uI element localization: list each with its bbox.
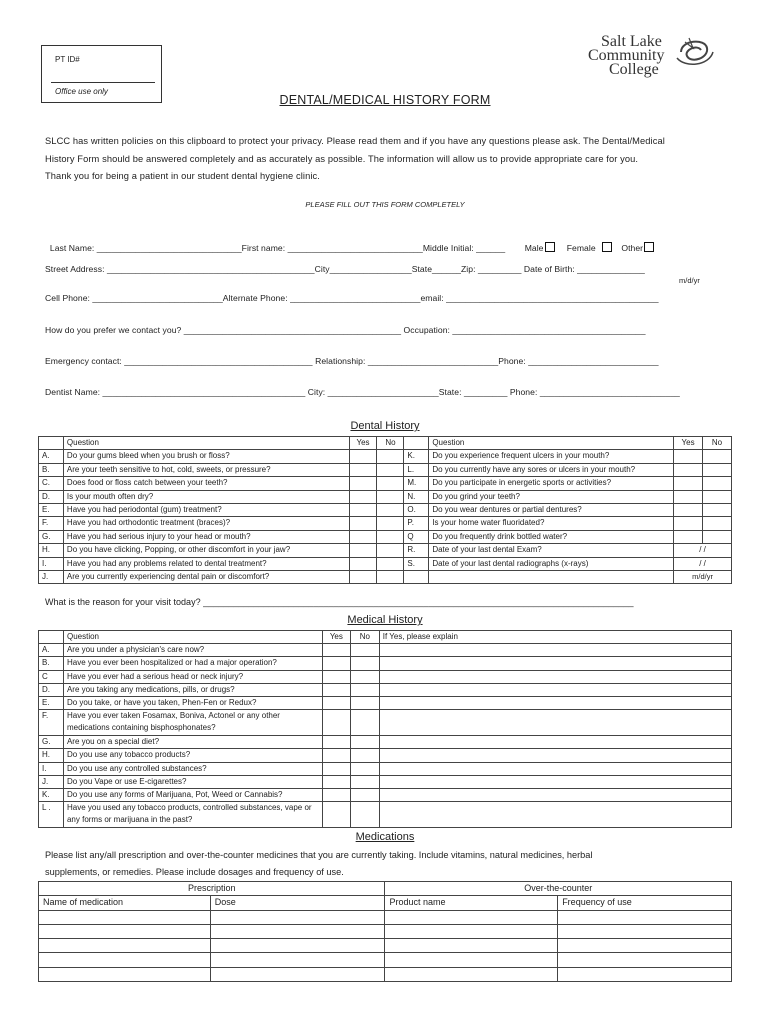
medical-question: Have you ever been hospitalized or had a major operation?: [63, 657, 322, 670]
dental-row: [39, 530, 732, 543]
medical-letter: A.: [39, 644, 64, 657]
dental-yes-cell[interactable]: [349, 490, 377, 503]
medical-no-cell[interactable]: [350, 657, 379, 670]
dental-question: Are you currently experiencing dental pain or discomfort?: [63, 570, 349, 583]
medical-letter: D.: [39, 683, 64, 696]
medication-cell[interactable]: [210, 953, 385, 967]
medication-row[interactable]: [39, 953, 732, 967]
medication-row[interactable]: [39, 924, 732, 938]
medical-question: Are you under a physician's care now?: [63, 644, 322, 657]
medical-history-table: [38, 630, 732, 828]
logo-line-3: College: [609, 61, 659, 78]
dental-answer-cell[interactable]: [674, 517, 703, 530]
visit-reason-field[interactable]: What is the reason for your visit today? ______________________________________________________________________________________: [45, 597, 634, 607]
dental-no-cell[interactable]: [377, 557, 404, 570]
dental-yes-cell[interactable]: [349, 544, 377, 557]
pt-id-line[interactable]: [51, 82, 155, 83]
name-row[interactable]: [45, 232, 654, 253]
medication-row[interactable]: [39, 939, 732, 953]
dental-yes-header-right: Yes: [674, 437, 703, 450]
dental-question: Does food or floss catch between your teeth?: [63, 477, 349, 490]
dental-no-cell[interactable]: [703, 503, 732, 516]
medical-no-cell[interactable]: [350, 670, 379, 683]
medical-no-cell[interactable]: [350, 644, 379, 657]
medication-cell[interactable]: [210, 910, 385, 924]
dental-no-cell[interactable]: [703, 477, 732, 490]
medical-yes-cell[interactable]: [322, 657, 350, 670]
medical-history-title: Medical History: [347, 614, 423, 626]
dental-row: [39, 517, 732, 530]
medication-cell[interactable]: [558, 939, 732, 953]
medication-cell[interactable]: [385, 939, 558, 953]
dental-row: [39, 450, 732, 463]
intro-line-3: Thank you for being a patient in our student dental hygiene clinic.: [45, 171, 320, 181]
medical-yes-cell[interactable]: [322, 696, 350, 709]
medical-letter: B.: [39, 657, 64, 670]
dental-header-row: [39, 437, 732, 450]
medication-cell[interactable]: [558, 967, 732, 981]
medication-cell[interactable]: [385, 953, 558, 967]
medical-explain-cell[interactable]: [379, 762, 731, 775]
dental-no-cell[interactable]: [377, 463, 404, 476]
dose-header: Dose: [210, 896, 385, 910]
dental-question: Is your home water fluoridated?: [429, 517, 674, 530]
medical-letter: F.: [39, 710, 64, 736]
medical-question: Have you ever taken Fosamax, Boniva, Actonel or any other medications containing bisphosphonates?: [63, 710, 322, 736]
dental-letter: H.: [39, 544, 64, 557]
dental-yes-cell[interactable]: [349, 477, 377, 490]
dental-history-table: [38, 436, 732, 584]
medical-no-cell[interactable]: [350, 696, 379, 709]
product-name-header: Product name: [385, 896, 558, 910]
dental-question: Do your gums bleed when you brush or floss?: [63, 450, 349, 463]
dental-row: [39, 557, 732, 570]
dental-question: Date of your last dental radiographs (x-rays): [429, 557, 674, 570]
medical-row: [39, 710, 732, 736]
female-label: Female: [566, 243, 596, 253]
dental-letter: A.: [39, 450, 64, 463]
other-checkbox[interactable]: [644, 242, 654, 252]
dental-no-cell[interactable]: [377, 517, 404, 530]
dental-question: Have you had any problems related to dental treatment?: [63, 557, 349, 570]
medication-cell[interactable]: [39, 924, 211, 938]
office-use-label: Office use only: [55, 87, 108, 96]
dental-answer-cell[interactable]: [674, 503, 703, 516]
dental-yes-cell[interactable]: [349, 503, 377, 516]
medication-cell[interactable]: [385, 924, 558, 938]
dental-letter: M.: [404, 477, 429, 490]
medical-explain-cell[interactable]: [379, 710, 731, 736]
medical-no-cell[interactable]: [350, 775, 379, 788]
dental-question: Do you have clicking, Popping, or other discomfort in your jaw?: [63, 544, 349, 557]
medications-table: [38, 881, 732, 982]
medical-no-cell[interactable]: [350, 710, 379, 736]
dental-question: Have you had orthodontic treatment (braces)?: [63, 517, 349, 530]
medication-cell[interactable]: [39, 967, 211, 981]
dental-letter: E.: [39, 503, 64, 516]
dental-no-cell[interactable]: [377, 503, 404, 516]
dental-letter: B.: [39, 463, 64, 476]
medical-letter: G.: [39, 736, 64, 749]
dental-no-cell[interactable]: [703, 530, 732, 543]
medication-cell[interactable]: [558, 924, 732, 938]
dental-row: [39, 490, 732, 503]
please-fill-note: PLEASE FILL OUT THIS FORM COMPLETELY: [305, 200, 465, 209]
medical-row: [39, 644, 732, 657]
dental-answer-cell[interactable]: [674, 490, 703, 503]
dental-row: [39, 463, 732, 476]
medical-explain-header: If Yes, please explain: [379, 631, 731, 644]
medication-cell[interactable]: [558, 910, 732, 924]
dental-answer-cell[interactable]: [674, 450, 703, 463]
medical-yes-cell[interactable]: [322, 749, 350, 762]
dental-question-header-right: Question: [429, 437, 674, 450]
medical-letter: L .: [39, 802, 64, 828]
medications-group-row: [39, 882, 732, 896]
dental-letter: C.: [39, 477, 64, 490]
medical-yes-cell[interactable]: [322, 775, 350, 788]
medical-no-cell[interactable]: [350, 802, 379, 828]
medical-explain-cell[interactable]: [379, 696, 731, 709]
medication-cell[interactable]: [385, 967, 558, 981]
medications-title: Medications: [355, 831, 415, 843]
medical-no-cell[interactable]: [350, 749, 379, 762]
dental-no-cell[interactable]: [703, 463, 732, 476]
dental-yes-cell[interactable]: [349, 557, 377, 570]
dental-question: Do you experience frequent ulcers in your mouth?: [429, 450, 674, 463]
medication-row[interactable]: [39, 967, 732, 981]
dob-format-label: m/d/yr: [679, 276, 700, 285]
slcc-logo: [587, 32, 717, 82]
medication-cell[interactable]: [558, 953, 732, 967]
medical-explain-cell[interactable]: [379, 657, 731, 670]
medication-cell[interactable]: [39, 953, 211, 967]
logo-swirl-icon: [675, 34, 715, 70]
phone-email-fields[interactable]: Cell Phone: ___________________________Alternate Phone: ___________________________email: ____________________________________________: [45, 293, 659, 303]
dental-row: [39, 503, 732, 516]
medical-explain-cell[interactable]: [379, 683, 731, 696]
medical-row: [39, 788, 732, 801]
medical-question: Do you use any controlled substances?: [63, 762, 322, 775]
dental-answer-cell[interactable]: [674, 477, 703, 490]
logo-line-1: Salt Lake: [601, 33, 662, 50]
dental-yes-cell[interactable]: [349, 463, 377, 476]
dental-no-cell[interactable]: [377, 450, 404, 463]
dental-letter: L.: [404, 463, 429, 476]
dental-history-title: Dental History: [350, 420, 420, 432]
medical-yes-cell[interactable]: [322, 710, 350, 736]
female-checkbox[interactable]: [602, 242, 612, 252]
medical-row: [39, 657, 732, 670]
medical-row: [39, 762, 732, 775]
medical-row: [39, 749, 732, 762]
dental-question: Do you participate in energetic sports or activities?: [429, 477, 674, 490]
medical-yes-cell[interactable]: [322, 802, 350, 828]
medical-explain-cell[interactable]: [379, 670, 731, 683]
dental-letter: N.: [404, 490, 429, 503]
medication-cell[interactable]: [210, 924, 385, 938]
medical-no-cell[interactable]: [350, 788, 379, 801]
medical-row: [39, 775, 732, 788]
medical-yes-cell[interactable]: [322, 683, 350, 696]
dental-no-cell[interactable]: [377, 570, 404, 583]
medical-row: [39, 802, 732, 828]
medical-question: Are you on a special diet?: [63, 736, 322, 749]
emergency-contact-fields[interactable]: Emergency contact: _______________________________________ Relationship: ___________________________Phone: ___________________________: [45, 356, 659, 366]
medical-explain-cell[interactable]: [379, 736, 731, 749]
medical-row: [39, 696, 732, 709]
medical-header-row: [39, 631, 732, 644]
medical-row: [39, 736, 732, 749]
name-fields[interactable]: Last Name: ______________________________First name: ____________________________Middle Initial: ______: [49, 243, 506, 253]
dental-answer-cell[interactable]: [674, 463, 703, 476]
medication-cell[interactable]: [39, 910, 211, 924]
other-label: Other: [621, 243, 644, 253]
medications-line-1: Please list any/all prescription and over-the-counter medicines that you are currently taking. Include vitamins, natural medicines, herbal: [45, 850, 593, 860]
medical-explain-cell[interactable]: [379, 644, 731, 657]
medications-line-2: supplements, or remedies. Please include dosages and frequency of use.: [45, 867, 344, 877]
medical-no-header: No: [350, 631, 379, 644]
dental-question: [429, 570, 674, 583]
dental-letter: [404, 570, 429, 583]
contact-occupation-fields[interactable]: How do you prefer we contact you? _____________________________________________ Occupation: ________________________________________: [45, 325, 646, 335]
dental-question: Date of your last dental Exam?: [429, 544, 674, 557]
dental-letter: P.: [404, 517, 429, 530]
medication-row[interactable]: [39, 910, 732, 924]
intro-line-1: SLCC has written policies on this clipboard to protect your privacy. Please read them and if you have any questions please ask. The Dental/Medical: [45, 136, 665, 146]
male-label: Male: [524, 243, 544, 253]
medical-question: Are you taking any medications, pills, or drugs?: [63, 683, 322, 696]
medical-row: [39, 683, 732, 696]
logo-line-2: Community: [588, 47, 665, 64]
intro-paragraph: [45, 133, 735, 186]
dental-yes-cell[interactable]: [349, 530, 377, 543]
dental-no-cell[interactable]: [377, 544, 404, 557]
medical-question: Do you use any forms of Marijuana, Pot, Weed or Cannabis?: [63, 788, 322, 801]
dental-letter: D.: [39, 490, 64, 503]
dental-row: [39, 544, 732, 557]
pt-id-label: PT ID#: [55, 55, 80, 64]
dental-no-cell[interactable]: [703, 517, 732, 530]
medical-yes-cell[interactable]: [322, 788, 350, 801]
medical-yes-header: Yes: [322, 631, 350, 644]
dental-question: Do you wear dentures or partial dentures?: [429, 503, 674, 516]
medical-explain-cell[interactable]: [379, 788, 731, 801]
form-title: DENTAL/MEDICAL HISTORY FORM: [279, 93, 491, 107]
otc-header: Over-the-counter: [385, 882, 732, 896]
dental-question: Do you frequently drink bottled water?: [429, 530, 674, 543]
medical-letter: E.: [39, 696, 64, 709]
medical-no-cell[interactable]: [350, 683, 379, 696]
address-fields[interactable]: Street Address: ___________________________________________City_________________State______Zip: _________ Date of Birth: ______________: [45, 264, 645, 274]
medical-letter: I.: [39, 762, 64, 775]
medical-no-cell[interactable]: [350, 736, 379, 749]
dental-letter: G.: [39, 530, 64, 543]
medical-yes-cell[interactable]: [322, 644, 350, 657]
medication-name-header: Name of medication: [39, 896, 211, 910]
dental-no-cell[interactable]: [377, 490, 404, 503]
dental-no-cell[interactable]: [377, 477, 404, 490]
medications-instructions: [45, 847, 745, 881]
dental-no-cell[interactable]: [703, 490, 732, 503]
dental-no-cell[interactable]: [377, 530, 404, 543]
prescription-header: Prescription: [39, 882, 385, 896]
dental-yes-header: Yes: [349, 437, 377, 450]
medical-letter: J.: [39, 775, 64, 788]
dentist-fields[interactable]: Dentist Name: __________________________________________ City: _______________________State: _________ Phone: _____________________________: [45, 387, 680, 397]
dental-row: [39, 477, 732, 490]
dental-letter: Q: [404, 530, 429, 543]
medical-question: Do you Vape or use E-cigarettes?: [63, 775, 322, 788]
dental-letter: J.: [39, 570, 64, 583]
dental-no-cell[interactable]: [703, 450, 732, 463]
dental-letter: O.: [404, 503, 429, 516]
medical-yes-cell[interactable]: [322, 762, 350, 775]
dental-question: Do you grind your teeth?: [429, 490, 674, 503]
medical-question-header: Question: [63, 631, 322, 644]
medical-no-cell[interactable]: [350, 762, 379, 775]
dental-answer-cell[interactable]: / /: [674, 544, 732, 557]
medical-question: Do you take, or have you taken, Phen-Fen or Redux?: [63, 696, 322, 709]
intro-line-2: History Form should be answered completely and as accurately as possible. The information will allow us to provide appropriate care for you.: [45, 153, 639, 164]
medication-cell[interactable]: [210, 967, 385, 981]
medication-cell[interactable]: [385, 910, 558, 924]
dental-no-header: No: [377, 437, 404, 450]
dental-question: Have you had periodontal (gum) treatment?: [63, 503, 349, 516]
medication-cell[interactable]: [210, 939, 385, 953]
dental-letter: R.: [404, 544, 429, 557]
dental-row: [39, 570, 732, 583]
dental-question: Do you currently have any sores or ulcers in your mouth?: [429, 463, 674, 476]
dental-question-header: Question: [63, 437, 349, 450]
dental-letter: S.: [404, 557, 429, 570]
dental-yes-cell[interactable]: [349, 450, 377, 463]
medical-letter: H.: [39, 749, 64, 762]
dental-answer-cell[interactable]: m/d/yr: [674, 570, 732, 583]
male-checkbox[interactable]: [545, 242, 555, 252]
medical-question: Have you used any tobacco products, controlled substances, vape or any forms or marijuana in the past?: [63, 802, 322, 828]
frequency-header: Frequency of use: [558, 896, 732, 910]
medical-yes-cell[interactable]: [322, 670, 350, 683]
dental-letter: F.: [39, 517, 64, 530]
dental-question: Is your mouth often dry?: [63, 490, 349, 503]
medical-letter: C: [39, 670, 64, 683]
dental-no-header-right: No: [703, 437, 732, 450]
dental-yes-cell[interactable]: [349, 570, 377, 583]
medical-yes-cell[interactable]: [322, 736, 350, 749]
dental-letter: I.: [39, 557, 64, 570]
dental-yes-cell[interactable]: [349, 517, 377, 530]
medications-column-row: [39, 896, 732, 910]
medical-letter: K.: [39, 788, 64, 801]
medical-question: Have you ever had a serious head or neck injury?: [63, 670, 322, 683]
dental-answer-cell[interactable]: [674, 530, 703, 543]
medical-explain-cell[interactable]: [379, 749, 731, 762]
dental-letter: K.: [404, 450, 429, 463]
medical-explain-cell[interactable]: [379, 802, 731, 828]
medical-row: [39, 670, 732, 683]
dental-answer-cell[interactable]: / /: [674, 557, 732, 570]
medication-cell[interactable]: [39, 939, 211, 953]
dental-question: Have you had serious injury to your head or mouth?: [63, 530, 349, 543]
medical-explain-cell[interactable]: [379, 775, 731, 788]
dental-question: Are your teeth sensitive to hot, cold, sweets, or pressure?: [63, 463, 349, 476]
medical-question: Do you use any tobacco products?: [63, 749, 322, 762]
